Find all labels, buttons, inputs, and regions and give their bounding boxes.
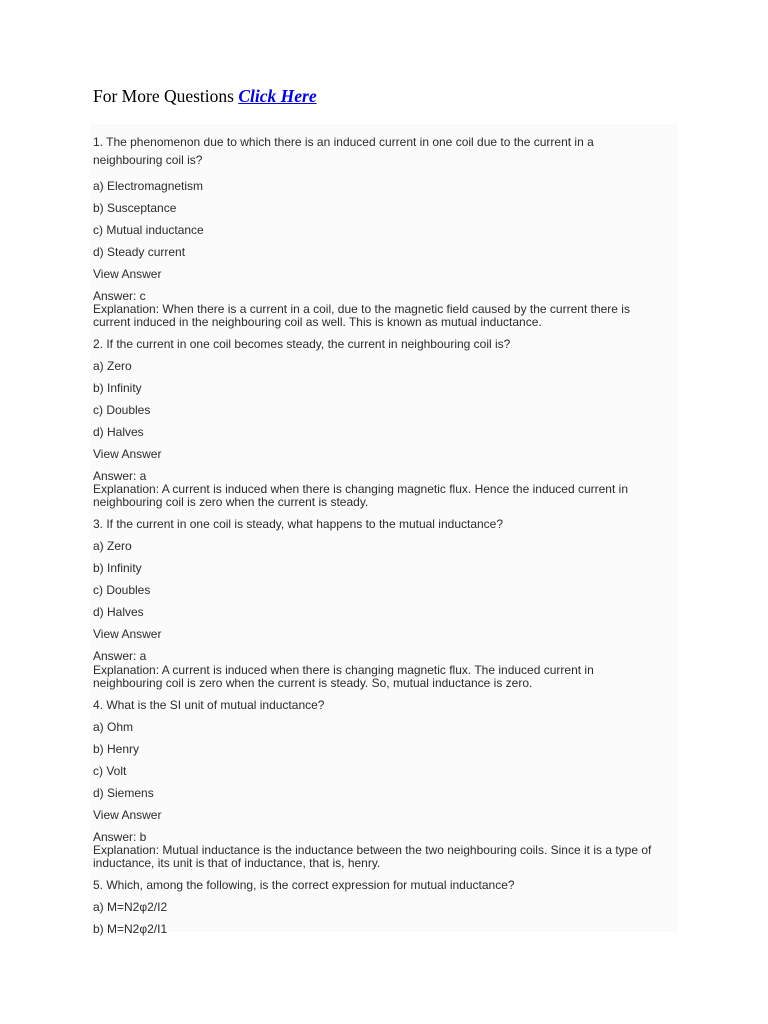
answer-block-2: [93, 470, 673, 510]
answer-block-1: [93, 290, 673, 330]
option-4c: c) Volt: [93, 763, 127, 778]
option-5a: a) M=N2φ2/I2: [93, 900, 168, 915]
question-5: 5. Which, among the following, is the correct expression for mutual inductance?: [93, 878, 515, 893]
view-answer-1[interactable]: View Answer: [93, 266, 162, 281]
answer-3: Answer: a: [93, 649, 147, 664]
question-1-line-2: neighbouring coil is?: [93, 153, 203, 167]
option-2c: c) Doubles: [93, 402, 151, 417]
explanation-3-line-2: neighbouring coil is zero when the current is steady. So, mutual inductance is zero.: [93, 675, 533, 690]
option-3b: b) Infinity: [93, 561, 142, 576]
option-4a: a) Ohm: [93, 719, 134, 734]
page-header: [93, 86, 317, 107]
option-1b: b) Susceptance: [93, 200, 177, 215]
explanation-3-line-1: Explanation: A current is induced when there is changing magnetic flux. The induced current in: [93, 662, 594, 677]
question-1-line-1: 1. The phenomenon due to which there is an induced current in one coil due to the current in a: [93, 135, 594, 149]
answer-2: Answer: a: [93, 468, 147, 483]
click-here-link[interactable]: Click Here: [238, 86, 317, 106]
question-2: 2. If the current in one coil becomes steady, the current in neighbouring coil is?: [93, 336, 511, 351]
answer-block-4: [93, 831, 673, 871]
view-answer-4[interactable]: View Answer: [93, 807, 162, 822]
option-2b: b) Infinity: [93, 380, 142, 395]
explanation-4-line-1: Explanation: Mutual inductance is the inductance between the two neighbouring coils. Since it is a type of: [93, 842, 652, 857]
option-4b: b) Henry: [93, 741, 140, 756]
option-3d: d) Halves: [93, 605, 144, 620]
option-1d: d) Steady current: [93, 244, 186, 259]
option-2d: d) Halves: [93, 424, 144, 439]
question-3: 3. If the current in one coil is steady, what happens to the mutual inductance?: [93, 517, 504, 532]
explanation-2-line-2: neighbouring coil is zero when the current is steady.: [93, 495, 369, 510]
question-1: [93, 131, 673, 171]
option-5b: b) M=N2φ2/I1: [93, 922, 168, 937]
header-prefix: For More Questions: [93, 86, 234, 106]
option-1c: c) Mutual inductance: [93, 222, 204, 237]
view-answer-2[interactable]: View Answer: [93, 446, 162, 461]
option-2a: a) Zero: [93, 358, 132, 373]
explanation-1-line-2: current induced in the neighbouring coil as well. This is known as mutual inductance.: [93, 315, 542, 330]
option-4d: d) Siemens: [93, 785, 154, 800]
answer-1: Answer: c: [93, 288, 146, 303]
explanation-1-line-1: Explanation: When there is a current in a coil, due to the magnetic field caused by the current there is: [93, 301, 630, 316]
option-3c: c) Doubles: [93, 583, 151, 598]
option-1a: a) Electromagnetism: [93, 178, 204, 193]
explanation-4-line-2: inductance, its unit is that of inductance, that is, henry.: [93, 856, 381, 871]
view-answer-3[interactable]: View Answer: [93, 627, 162, 642]
question-4: 4. What is the SI unit of mutual inductance?: [93, 697, 325, 712]
answer-4: Answer: b: [93, 829, 147, 844]
explanation-2-line-1: Explanation: A current is induced when there is changing magnetic flux. Hence the induced current in: [93, 482, 628, 497]
answer-block-3: [93, 650, 673, 690]
option-3a: a) Zero: [93, 539, 132, 554]
question-list: [93, 131, 673, 945]
